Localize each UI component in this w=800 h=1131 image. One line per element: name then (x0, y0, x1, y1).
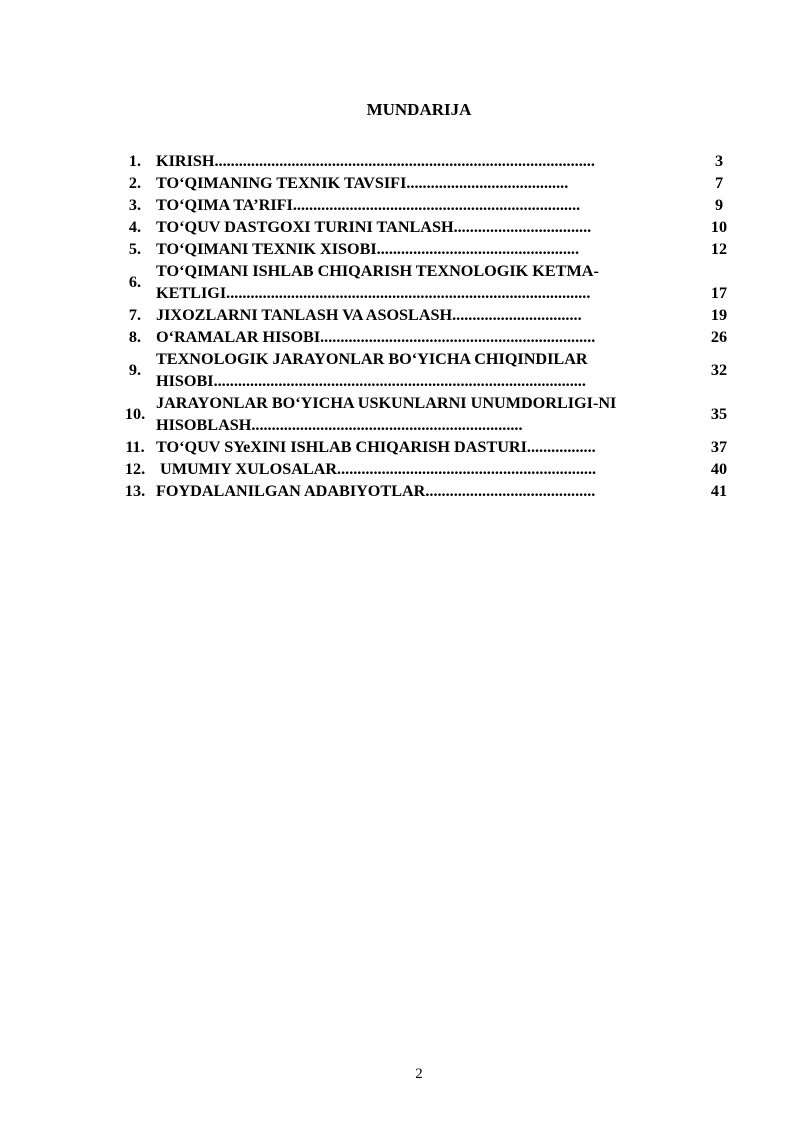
toc-number: 10. (124, 405, 146, 423)
toc-entry (114, 150, 742, 172)
toc-number: 7. (128, 306, 142, 324)
toc-number: 12. (124, 460, 146, 478)
toc-number: 3. (128, 196, 142, 214)
toc-page: 3 (714, 152, 724, 170)
toc-entry (114, 216, 742, 238)
toc-title: TO‘QIMANI TEXNIK XISOBI.................................................. (156, 240, 580, 258)
toc-number: 9. (128, 361, 142, 379)
toc-number: 4. (128, 218, 142, 236)
toc-title: TO‘QUV SYeXINI ISHLAB CHIQARISH DASTURI................. (156, 438, 596, 456)
toc-number: 1. (128, 152, 142, 170)
toc-page: 7 (714, 174, 724, 192)
toc-page: 40 (710, 460, 728, 478)
toc-page: 12 (710, 240, 728, 258)
toc-entry (114, 392, 742, 436)
toc-page: 26 (710, 328, 728, 346)
toc-title (156, 348, 696, 392)
toc-title: TO‘QIMANING TEXNIK TAVSIFI........................................ (156, 174, 569, 192)
toc-title: TO‘QUV DASTGOXI TURINI TANLASH.................................. (156, 218, 592, 236)
toc-page: 41 (710, 482, 728, 500)
toc-number: 2. (128, 174, 142, 192)
toc-entry (114, 480, 742, 502)
toc-title-line: KETLIGI.......................................................................................... (156, 284, 591, 302)
toc-entry (114, 172, 742, 194)
page-number: 2 (415, 1066, 423, 1082)
toc-title: JIXOZLARNI TANLASH VA ASOSLASH................................ (156, 306, 582, 324)
toc-page: 10 (710, 218, 728, 236)
toc-title: TO‘QIMA TA’RIFI....................................................................... (156, 196, 581, 214)
toc-title-line: HISOBLASH................................................................... (156, 416, 523, 434)
toc-title: UMUMIY XULOSALAR................................................................ (156, 460, 597, 478)
toc-title: O‘RAMALAR HISOBI.................................................................... (156, 328, 596, 346)
toc-number: 5. (128, 240, 142, 258)
page-title: MUNDARIJA (366, 100, 472, 119)
toc-page: 9 (714, 196, 724, 214)
toc-number: 11. (125, 438, 145, 456)
toc-title-line: JARAYONLAR BO‘YICHA USKUNLARNI UNUMDORLIGI-NI (156, 394, 617, 412)
toc-title (156, 260, 696, 304)
toc-title (156, 392, 696, 436)
toc-page: 37 (710, 438, 728, 456)
toc-entry (114, 260, 742, 304)
toc-entry (114, 194, 742, 216)
toc-title-line: HISOBI............................................................................................ (156, 372, 586, 390)
toc-page: 32 (710, 361, 728, 379)
toc-entry (114, 238, 742, 260)
toc-entry (114, 458, 742, 480)
toc-page: 19 (710, 306, 728, 324)
toc-entry (114, 436, 742, 458)
toc-entry (114, 304, 742, 326)
toc-title: FOYDALANILGAN ADABIYOTLAR.......................................... (156, 482, 596, 500)
toc-title: KIRISH.............................................................................................. (156, 152, 595, 170)
toc-number: 13. (124, 482, 146, 500)
toc-number: 8. (128, 328, 142, 346)
table-of-contents (114, 150, 742, 502)
toc-number: 6. (128, 273, 142, 291)
toc-title-line: TEXNOLOGIK JARAYONLAR BO‘YICHA CHIQINDILAR (156, 350, 588, 368)
toc-title-line: TO‘QIMANI ISHLAB CHIQARISH TEXNOLOGIK KETMA- (156, 262, 599, 280)
toc-page: 17 (710, 284, 728, 302)
toc-page: 35 (710, 405, 728, 423)
toc-entry (114, 348, 742, 392)
toc-entry (114, 326, 742, 348)
